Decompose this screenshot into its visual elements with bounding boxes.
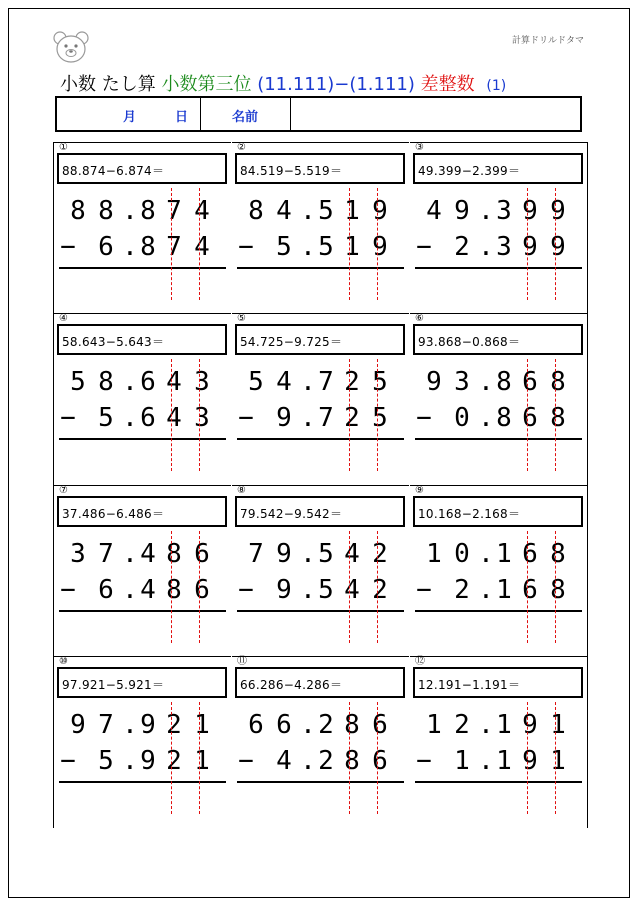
- answer-area[interactable]: [54, 784, 231, 820]
- problem-number: ②: [237, 142, 246, 153]
- answer-area[interactable]: [232, 270, 409, 306]
- digit: 4: [166, 367, 182, 397]
- digit: 0: [454, 403, 470, 433]
- problem-expression-box: [413, 324, 583, 355]
- answer-area[interactable]: [410, 441, 587, 477]
- brand-label: 計算ドリルドタマ: [512, 36, 585, 46]
- problem-cell: [232, 142, 409, 314]
- column-guide: [527, 359, 528, 471]
- name-label: 名前: [232, 110, 259, 125]
- digit: 2: [344, 367, 360, 397]
- digit: 6: [140, 403, 156, 433]
- minuend-row: [54, 537, 231, 571]
- digit: 8: [166, 575, 182, 605]
- cell-border: [54, 142, 231, 143]
- digit: 4: [276, 196, 292, 226]
- decimal-point: .: [478, 403, 494, 433]
- column-guide: [171, 359, 172, 471]
- subtrahend-row: [232, 230, 409, 264]
- problem-cell: [232, 313, 409, 485]
- cell-border: [232, 485, 409, 486]
- digit: 2: [454, 710, 470, 740]
- answer-area[interactable]: [232, 784, 409, 820]
- problem-number: ⑧: [237, 485, 246, 496]
- digit: 9: [140, 746, 156, 776]
- subtrahend-row: [410, 573, 587, 607]
- answer-line: [415, 267, 582, 269]
- minus-sign: −: [60, 232, 76, 262]
- subtrahend-row: [410, 401, 587, 435]
- digit: 7: [98, 539, 114, 569]
- digit: 5: [98, 746, 114, 776]
- minuend-row: [54, 194, 231, 228]
- problem-cell: [410, 142, 587, 314]
- cell-border: [54, 656, 231, 657]
- subtrahend-row: [54, 230, 231, 264]
- digit: 6: [372, 710, 388, 740]
- minuend-row: [410, 194, 587, 228]
- digit: 8: [344, 710, 360, 740]
- answer-area[interactable]: [410, 784, 587, 820]
- problem-cell: [54, 313, 231, 485]
- minuend-row: [232, 708, 409, 742]
- problem-expression: 12.191−1.191＝: [418, 678, 521, 692]
- cell-border: [54, 313, 231, 314]
- decimal-point: .: [478, 746, 494, 776]
- digit: 3: [496, 196, 512, 226]
- digit: 4: [194, 232, 210, 262]
- month-label: 月: [123, 110, 137, 125]
- answer-area[interactable]: [54, 613, 231, 649]
- cell-border: [410, 142, 587, 143]
- digit: 5: [372, 403, 388, 433]
- digit: 2: [166, 710, 182, 740]
- problem-number: ⑤: [237, 313, 246, 324]
- digit: 9: [550, 232, 566, 262]
- digit: 4: [344, 575, 360, 605]
- digit: 9: [276, 575, 292, 605]
- problem-number: ⑪: [237, 656, 247, 667]
- divider: [290, 98, 291, 130]
- decimal-point: .: [122, 403, 138, 433]
- digit: 8: [166, 539, 182, 569]
- answer-line: [415, 781, 582, 783]
- minus-sign: −: [416, 575, 432, 605]
- minus-sign: −: [238, 746, 254, 776]
- problem-expression: 88.874−6.874＝: [62, 164, 165, 178]
- title-pattern: (11.111)−(1.111): [257, 74, 415, 95]
- subtrahend-row: [232, 573, 409, 607]
- name-date-box: [55, 96, 582, 132]
- decimal-point: .: [300, 196, 316, 226]
- problem-number: ⑫: [415, 656, 425, 667]
- digit: 9: [522, 710, 538, 740]
- digit: 8: [98, 367, 114, 397]
- digit: 7: [166, 196, 182, 226]
- digit: 1: [496, 710, 512, 740]
- digit: 7: [248, 539, 264, 569]
- problem-expression: 37.486−6.486＝: [62, 507, 165, 521]
- column-guide: [377, 702, 378, 814]
- minus-sign: −: [238, 403, 254, 433]
- digit: 1: [496, 746, 512, 776]
- subtrahend-row: [410, 230, 587, 264]
- problem-expression: 79.542−9.542＝: [240, 507, 343, 521]
- digit: 2: [344, 403, 360, 433]
- day-label: 日: [175, 110, 189, 125]
- minuend-row: [232, 194, 409, 228]
- minus-sign: −: [238, 232, 254, 262]
- digit: 9: [372, 232, 388, 262]
- digit: 4: [140, 539, 156, 569]
- problem-expression: 58.643−5.643＝: [62, 335, 165, 349]
- problem-number: ③: [415, 142, 424, 153]
- digit: 4: [166, 403, 182, 433]
- problem-expression-box: [57, 324, 227, 355]
- decimal-point: .: [300, 575, 316, 605]
- digit: 9: [276, 403, 292, 433]
- digit: 6: [248, 710, 264, 740]
- answer-line: [59, 610, 226, 612]
- problem-expression-box: [413, 153, 583, 184]
- column-guide: [377, 531, 378, 643]
- answer-line: [237, 267, 404, 269]
- digit: 1: [550, 746, 566, 776]
- column-guide: [377, 359, 378, 471]
- answer-area[interactable]: [232, 441, 409, 477]
- digit: 4: [276, 746, 292, 776]
- digit: 1: [454, 746, 470, 776]
- digit: 3: [454, 367, 470, 397]
- decimal-point: .: [478, 710, 494, 740]
- subtrahend-row: [232, 401, 409, 435]
- digit: 4: [140, 575, 156, 605]
- digit: 8: [550, 539, 566, 569]
- digit: 5: [318, 575, 334, 605]
- digit: 6: [522, 575, 538, 605]
- digit: 8: [70, 196, 86, 226]
- column-guide: [199, 702, 200, 814]
- digit: 7: [318, 403, 334, 433]
- digit: 5: [98, 403, 114, 433]
- problem-cell: [54, 142, 231, 314]
- bear-face-icon: [52, 30, 90, 64]
- problem-expression: 49.399−2.399＝: [418, 164, 521, 178]
- column-guide: [349, 359, 350, 471]
- problem-number: ⑩: [59, 656, 68, 667]
- answer-line: [59, 267, 226, 269]
- problem-grid: [53, 142, 588, 828]
- problem-cell: [232, 485, 409, 657]
- digit: 5: [372, 367, 388, 397]
- decimal-point: .: [122, 367, 138, 397]
- answer-area[interactable]: [410, 270, 587, 306]
- answer-line: [415, 438, 582, 440]
- digit: 8: [496, 403, 512, 433]
- decimal-point: .: [478, 232, 494, 262]
- digit: 0: [454, 539, 470, 569]
- problem-expression-box: [413, 496, 583, 527]
- minus-sign: −: [238, 575, 254, 605]
- column-guide: [171, 531, 172, 643]
- digit: 6: [522, 539, 538, 569]
- decimal-point: .: [122, 575, 138, 605]
- problem-expression-box: [235, 153, 405, 184]
- decimal-point: .: [122, 232, 138, 262]
- column-guide: [527, 188, 528, 300]
- digit: 5: [318, 539, 334, 569]
- problem-expression: 93.868−0.868＝: [418, 335, 521, 349]
- digit: 9: [70, 710, 86, 740]
- problem-expression: 66.286−4.286＝: [240, 678, 343, 692]
- decimal-point: .: [300, 746, 316, 776]
- problem-cell: [410, 313, 587, 485]
- minus-sign: −: [416, 232, 432, 262]
- column-guide: [555, 702, 556, 814]
- subtrahend-row: [410, 744, 587, 778]
- digit: 8: [550, 403, 566, 433]
- digit: 1: [426, 710, 442, 740]
- digit: 5: [276, 232, 292, 262]
- digit: 2: [318, 746, 334, 776]
- digit: 6: [194, 575, 210, 605]
- digit: 3: [194, 403, 210, 433]
- subtrahend-row: [232, 744, 409, 778]
- digit: 2: [454, 232, 470, 262]
- digit: 8: [98, 196, 114, 226]
- title-level: 小数第三位: [161, 74, 252, 95]
- title-number: (1): [486, 78, 507, 94]
- answer-line: [59, 781, 226, 783]
- digit: 4: [194, 196, 210, 226]
- problem-number: ①: [59, 142, 68, 153]
- digit: 5: [318, 232, 334, 262]
- digit: 6: [276, 710, 292, 740]
- column-guide: [555, 359, 556, 471]
- title-type: 差整数: [420, 74, 475, 95]
- answer-line: [237, 610, 404, 612]
- decimal-point: .: [478, 367, 494, 397]
- digit: 4: [344, 539, 360, 569]
- column-guide: [199, 531, 200, 643]
- problem-expression: 10.168−2.168＝: [418, 507, 521, 521]
- digit: 9: [276, 539, 292, 569]
- problem-number: ⑦: [59, 485, 68, 496]
- problem-expression-box: [235, 667, 405, 698]
- digit: 9: [140, 710, 156, 740]
- cell-border: [232, 313, 409, 314]
- column-guide: [349, 702, 350, 814]
- digit: 3: [70, 539, 86, 569]
- page-title: [60, 70, 506, 96]
- digit: 9: [522, 232, 538, 262]
- problem-expression-box: [57, 667, 227, 698]
- answer-area[interactable]: [54, 270, 231, 306]
- digit: 2: [454, 575, 470, 605]
- digit: 5: [318, 196, 334, 226]
- column-guide: [199, 359, 200, 471]
- digit: 1: [496, 575, 512, 605]
- digit: 1: [496, 539, 512, 569]
- cell-border: [232, 656, 409, 657]
- answer-line: [237, 438, 404, 440]
- minuend-row: [410, 365, 587, 399]
- decimal-point: .: [300, 232, 316, 262]
- digit: 1: [344, 196, 360, 226]
- digit: 8: [344, 746, 360, 776]
- digit: 6: [522, 403, 538, 433]
- problem-expression: 84.519−5.519＝: [240, 164, 343, 178]
- digit: 9: [454, 196, 470, 226]
- column-guide: [349, 531, 350, 643]
- digit: 6: [140, 367, 156, 397]
- problem-expression-box: [235, 496, 405, 527]
- cell-border: [410, 313, 587, 314]
- column-guide: [527, 702, 528, 814]
- minuend-row: [232, 537, 409, 571]
- problem-cell: [410, 656, 587, 828]
- decimal-point: .: [478, 196, 494, 226]
- column-guide: [171, 702, 172, 814]
- minus-sign: −: [416, 403, 432, 433]
- subtrahend-row: [54, 744, 231, 778]
- digit: 3: [194, 367, 210, 397]
- digit: 7: [166, 232, 182, 262]
- digit: 6: [98, 232, 114, 262]
- title-operation: 小数 たし算: [60, 74, 156, 95]
- column-guide: [377, 188, 378, 300]
- digit: 8: [140, 232, 156, 262]
- digit: 9: [522, 196, 538, 226]
- minuend-row: [54, 708, 231, 742]
- digit: 6: [194, 539, 210, 569]
- problem-number: ⑥: [415, 313, 424, 324]
- problem-cell: [54, 485, 231, 657]
- answer-area[interactable]: [54, 441, 231, 477]
- digit: 3: [496, 232, 512, 262]
- digit: 1: [426, 539, 442, 569]
- digit: 6: [98, 575, 114, 605]
- decimal-point: .: [300, 710, 316, 740]
- answer-line: [237, 781, 404, 783]
- cell-border: [410, 485, 587, 486]
- digit: 7: [98, 710, 114, 740]
- column-guide: [555, 531, 556, 643]
- answer-line: [415, 610, 582, 612]
- problem-expression-box: [57, 496, 227, 527]
- minuend-row: [410, 708, 587, 742]
- digit: 5: [248, 367, 264, 397]
- problem-number: ④: [59, 313, 68, 324]
- decimal-point: .: [300, 539, 316, 569]
- minus-sign: −: [416, 746, 432, 776]
- digit: 2: [318, 710, 334, 740]
- divider: [200, 98, 201, 130]
- digit: 9: [372, 196, 388, 226]
- minuend-row: [410, 537, 587, 571]
- decimal-point: .: [122, 746, 138, 776]
- minus-sign: −: [60, 575, 76, 605]
- subtrahend-row: [54, 573, 231, 607]
- digit: 4: [426, 196, 442, 226]
- column-guide: [171, 188, 172, 300]
- problem-cell: [54, 656, 231, 828]
- digit: 5: [70, 367, 86, 397]
- decimal-point: .: [300, 367, 316, 397]
- problem-number: ⑨: [415, 485, 424, 496]
- digit: 8: [550, 367, 566, 397]
- answer-area[interactable]: [410, 613, 587, 649]
- digit: 9: [550, 196, 566, 226]
- digit: 6: [522, 367, 538, 397]
- problem-expression: 54.725−9.725＝: [240, 335, 343, 349]
- answer-area[interactable]: [232, 613, 409, 649]
- minus-sign: −: [60, 403, 76, 433]
- cell-border: [54, 485, 231, 486]
- digit: 6: [372, 746, 388, 776]
- digit: 2: [166, 746, 182, 776]
- digit: 1: [344, 232, 360, 262]
- name-field[interactable]: [293, 98, 580, 130]
- problem-expression-box: [57, 153, 227, 184]
- problem-expression-box: [235, 324, 405, 355]
- column-guide: [349, 188, 350, 300]
- digit: 9: [426, 367, 442, 397]
- problem-expression-box: [413, 667, 583, 698]
- digit: 1: [194, 746, 210, 776]
- digit: 1: [550, 710, 566, 740]
- digit: 1: [194, 710, 210, 740]
- digit: 2: [372, 539, 388, 569]
- problem-cell: [410, 485, 587, 657]
- decimal-point: .: [122, 710, 138, 740]
- answer-line: [59, 438, 226, 440]
- problem-expression: 97.921−5.921＝: [62, 678, 165, 692]
- minus-sign: −: [60, 746, 76, 776]
- minuend-row: [232, 365, 409, 399]
- decimal-point: .: [122, 539, 138, 569]
- column-guide: [555, 188, 556, 300]
- digit: 8: [496, 367, 512, 397]
- column-guide: [527, 531, 528, 643]
- subtrahend-row: [54, 401, 231, 435]
- digit: 9: [522, 746, 538, 776]
- decimal-point: .: [478, 575, 494, 605]
- cell-border: [232, 142, 409, 143]
- minuend-row: [54, 365, 231, 399]
- digit: 7: [318, 367, 334, 397]
- column-guide: [199, 188, 200, 300]
- digit: 8: [140, 196, 156, 226]
- problem-cell: [232, 656, 409, 828]
- decimal-point: .: [300, 403, 316, 433]
- cell-border: [410, 656, 587, 657]
- digit: 8: [248, 196, 264, 226]
- digit: 2: [372, 575, 388, 605]
- digit: 4: [276, 367, 292, 397]
- decimal-point: .: [478, 539, 494, 569]
- decimal-point: .: [122, 196, 138, 226]
- digit: 8: [550, 575, 566, 605]
